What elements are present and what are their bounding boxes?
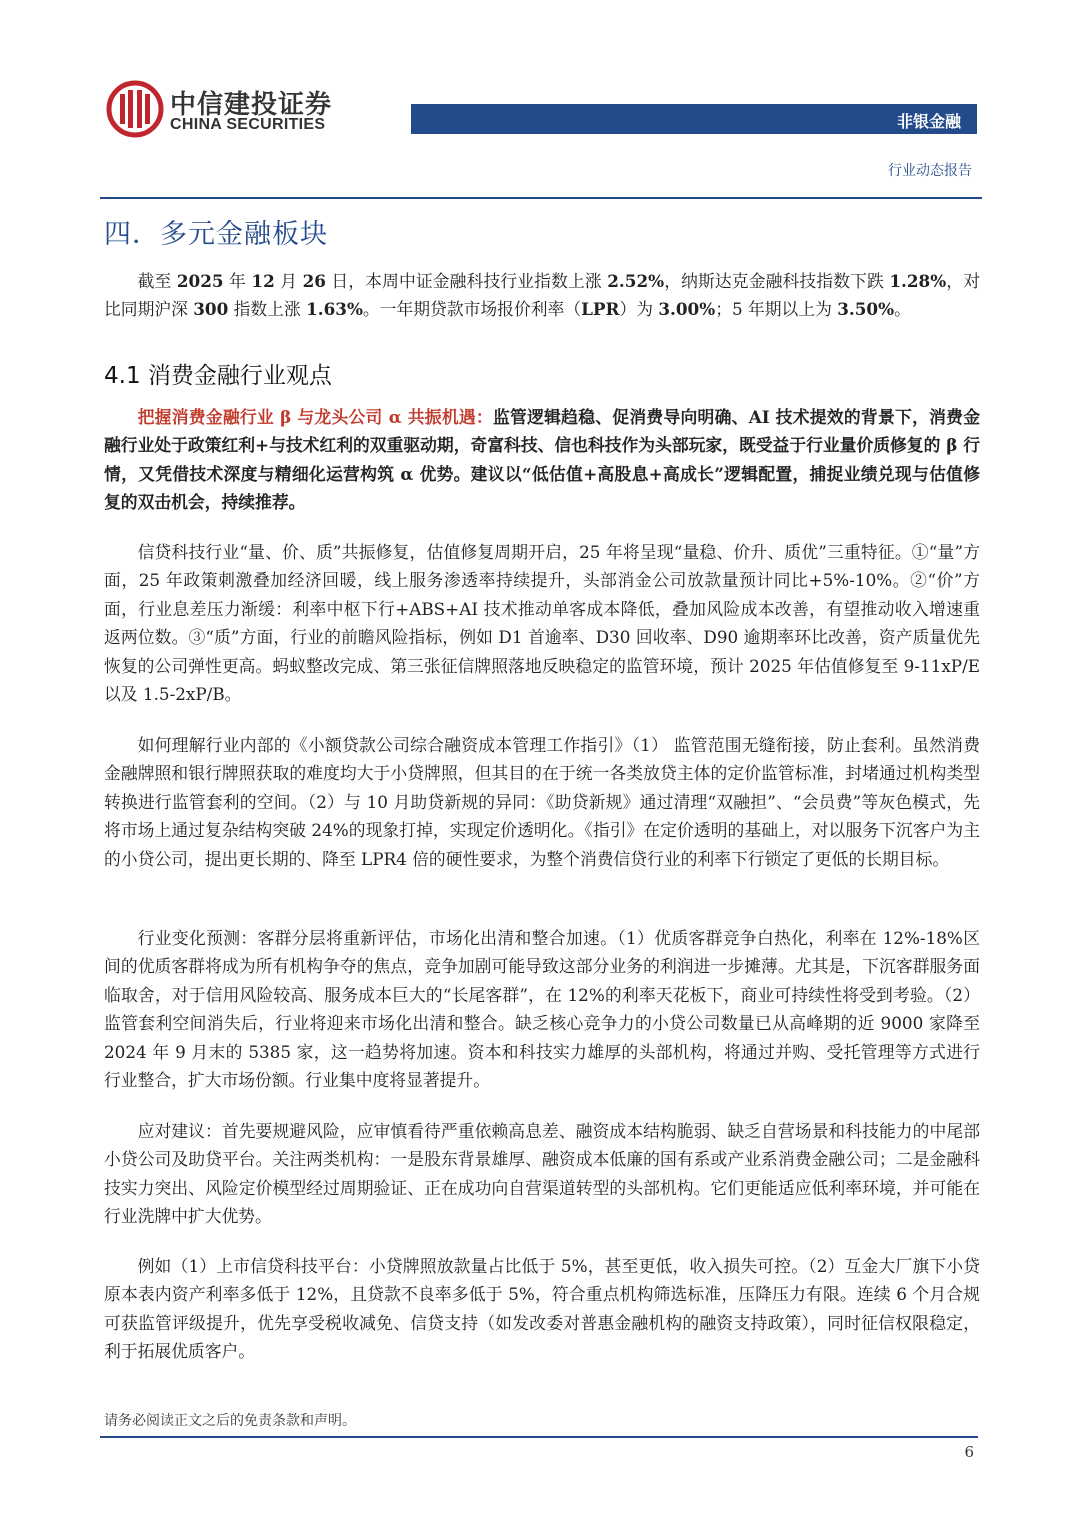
page-number: 6 <box>964 1443 974 1461</box>
view-highlight: 把握消费金融行业 β 与龙头公司 α 共振机遇： <box>137 407 493 427</box>
view-body: 监管逻辑趋稳、促消费导向明确、AI 技术提效的背景下，消费金融行业处于政策红利+与技术红利的双重驱动期，奇富科技、信也科技作为头部玩家，既受益于行业量价质修复的 β 行情，又凭借技术深度与精细化运营构筑 α 优势。建议以“低估值+高股息+高成长”逻辑配置，捕捉业绩兑现与估值修复的双击机会，持续推荐。 <box>104 407 980 513</box>
credit-tech-paragraph: 信贷科技行业“量、价、质”共振修复，估值修复周期开启，25 年将呈现“量稳、价升、质优”三重特征。①“量”方面，25 年政策刺激叠加经济回暖，线上服务渗透率持续提升，头部消金公司放款量预计同比+5%-10%。②“价”方面，行业息差压力渐缓：利率中枢下行+ABS+AI 技术推动单客成本降低，叠加风险成本改善，有望推动收入增速重返两位数。③“质”方面，行业的前瞻风险指标，例如 D1 首逾率、D30 回收率、D90 逾期率环比改善，资产质量优先恢复的公司弹性更高。蚂蚁整改完成、第三张征信牌照落地反映稳定的监管环境，预计 2025 年估值修复至 9-11xP/E 以及 1.5-2xP/B。 <box>104 542 980 705</box>
advice-paragraph: 应对建议：首先要规避风险，应审慎看待严重依赖高息差、融资成本结构脆弱、缺乏自营场景和科技能力的中尾部小贷公司及助贷平台。关注两类机构：一是股东背景雄厚、融资成本低廉的国有系或产业系消费金融公司；二是金融科技实力突出、风险定价模型经过周期验证、正在成功向自营渠道转型的头部机构。它们更能适应低利率环境，并可能在行业洗牌中扩大优势。 <box>104 1121 980 1227</box>
forecast-paragraph: 行业变化预测：客群分层将重新评估，市场化出清和整合加速。（1）优质客群竞争白热化，利率在 12%-18%区间的优质客群将成为所有机构争夺的焦点，竞争加剧可能导致这部分业务的利润进一步摊薄。尤其是，下沉客群服务面临取舍，对于信用风险较高、服务成本巨大的“长尾客群”，在 12%的利率天花板下，商业可持续性将受到考验。（2）监管套利空间消失后，行业将迎来市场化出清和整合。缺乏核心竞争力的小贷公司数量已从高峰期的近 9000 家降至 2024 年 9 月末的 5385 家，这一趋势将加速。资本和科技实力雄厚的头部机构，将通过并购、受托管理等方式进行行业整合，扩大市场份额。行业集中度将显著提升。 <box>104 928 980 1091</box>
company-logo <box>106 80 338 142</box>
footer-divider <box>100 1436 978 1438</box>
china-securities-emblem-icon <box>106 80 164 138</box>
header-divider <box>100 197 982 199</box>
subsection-title: 4.1 消费金融行业观点 <box>104 363 332 389</box>
example-paragraph: 例如（1）上市信贷科技平台：小贷牌照放款量占比低于 5%，甚至更低，收入损失可控。（2）互金大厂旗下小贷原本表内资产利率多低于 12%，且贷款不良率多低于 5%，符合重点机构筛选标准，压降压力有限。连续 6 个月合规可获监管评级提升，优先享受税收减免、信贷支持（如发改委对普惠金融机构的融资支持政策），同时征信权限稳定，利于拓展优质客户。 <box>104 1256 980 1362</box>
intro-paragraph: 截至 2025 年 12 月 26 日，本周中证金融科技行业指数上涨 2.52%，纳斯达克金融科技指数下跌 1.28%，对比同期沪深 300 指数上涨 1.63%。一年期贷款市场报价利率（LPR）为 3.00%；5 年期以上为 3.50%。 <box>104 271 980 320</box>
view-paragraph <box>104 403 980 517</box>
disclaimer-note: 请务必阅读正文之后的免责条款和声明。 <box>104 1413 356 1429</box>
section-title: 四．多元金融板块 <box>104 219 328 250</box>
sector-banner <box>411 104 977 134</box>
logo-english-name: CHINA SECURITIES <box>170 116 326 133</box>
guideline-paragraph: 如何理解行业内部的《小额贷款公司综合融资成本管理工作指引》（1） 监管范围无缝衔接，防止套利。虽然消费金融牌照和银行牌照获取的难度均大于小贷牌照，但其目的在于统一各类放贷主体的定价监管标准，封堵通过机构类型转换进行监管套利的空间。（2）与 10 月助贷新规的异同：《助贷新规》通过清理“双融担”、“会员费”等灰色模式，先将市场上通过复杂结构突破 24%的现象打掉，实现定价透明化。《指引》在定价透明的基础上，对以服务下沉客户为主的小贷公司，提出更长期的、降至 LPR4 倍的硬性要求，为整个消费信贷行业的利率下行锁定了更低的长期目标。 <box>104 735 980 869</box>
report-type-label: 行业动态报告 <box>888 163 972 179</box>
sector-label: 非银金融 <box>896 112 961 131</box>
logo-chinese-name: 中信建投证券 <box>170 90 333 120</box>
